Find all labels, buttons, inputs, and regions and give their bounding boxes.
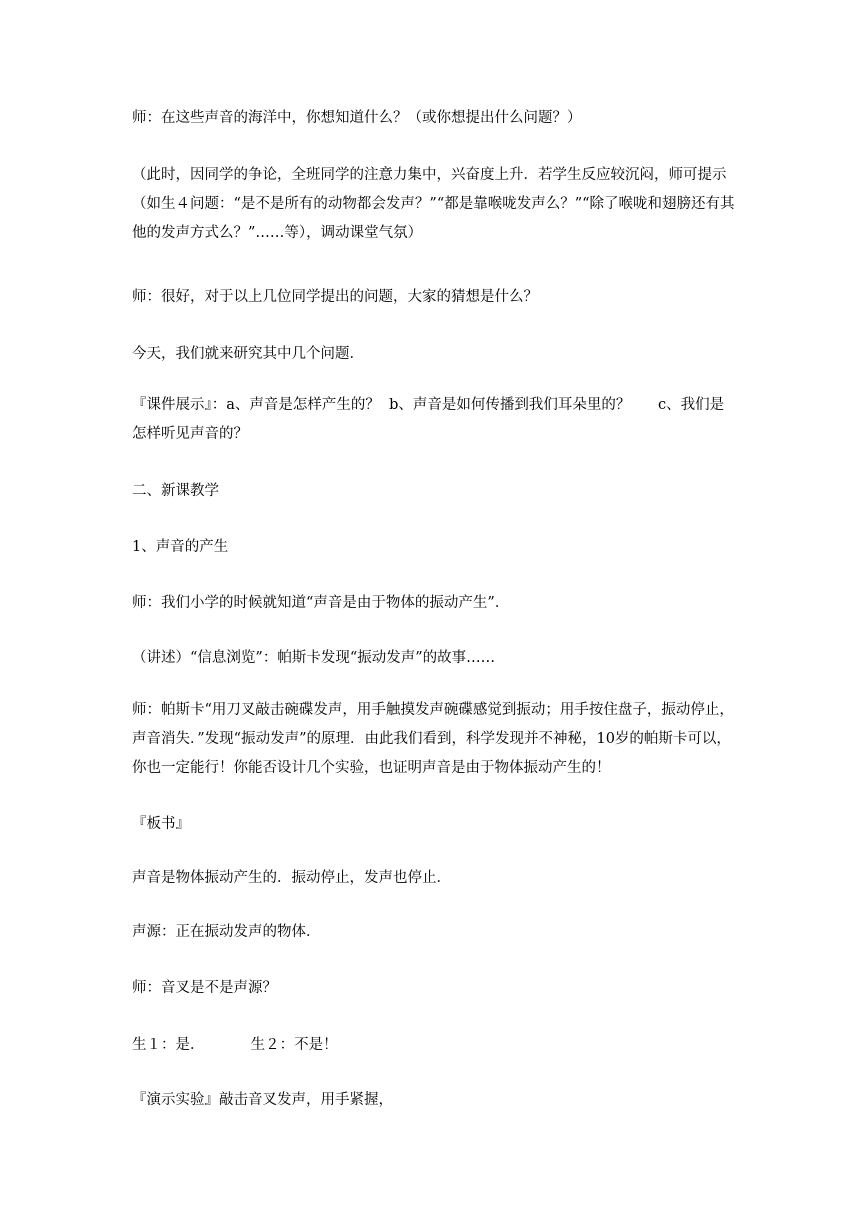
paragraph-student-answers: 生１：是． 生２：不是！ — [132, 1037, 338, 1053]
paragraph-courseware-display: 『课件展示』：a、声音是怎样产生的？ b、声音是如何传播到我们耳朵里的？ c、我们是怎样听见声音的？ — [132, 397, 725, 442]
section-heading-new-lesson: 二、新课教学 — [132, 483, 219, 499]
paragraph-teacher-tuning-fork: 师：音叉是不是声源？ — [132, 980, 277, 996]
paragraph-teacher-pascal-story: 师：帕斯卡“用刀叉敲击碗碟发声，用手触摸发声碗碟感觉到振动；用手按住盘子，振动停止，声音消失．”发现“振动发声”的原理．由此我们看到，科学发现并不神秘，10岁的帕斯卡可以，你也一定能行！你能否设计几个实验，也证明声音是由于物体振动产生的！ — [132, 702, 734, 776]
paragraph-teacher-guess: 师：很好，对于以上几位同学提出的问题，大家的猜想是什么？ — [132, 289, 538, 305]
paragraph-today-topic: 今天，我们就来研究其中几个问题． — [132, 346, 364, 362]
paragraph-demo-experiment: 『演示实验』敲击音叉发声，用手紧握， — [132, 1092, 393, 1108]
paragraph-teacher-question: 师：在这些声音的海洋中，你想知道什么？（或你想提出什么问题？） — [132, 110, 582, 126]
paragraph-blackboard-content: 声音是物体振动产生的．振动停止，发声也停止． — [132, 870, 451, 886]
paragraph-narration-pascal: （讲述）“信息浏览”：帕斯卡发现“振动发声”的故事…… — [132, 650, 496, 666]
paragraph-teacher-primary-school: 师：我们小学的时候就知道“声音是由于物体的振动产生”． — [132, 595, 510, 611]
subsection-heading-sound-production: 1、声音的产生 — [132, 539, 229, 555]
paragraph-student-reaction-note: （此时，因同学的争论，全班同学的注意力集中，兴奋度上升．若学生反应较沉闷，师可提示（如生４问题：“是不是所有的动物都会发声？”“都是靠喉咙发声么？”“除了喉咙和翅膀还有其他的发声方式么？”……等），调动课堂气氛） — [132, 167, 735, 241]
paragraph-sound-source-definition: 声源：正在振动发声的物体． — [132, 924, 321, 940]
paragraph-blackboard-label: 『板书』 — [132, 816, 190, 832]
